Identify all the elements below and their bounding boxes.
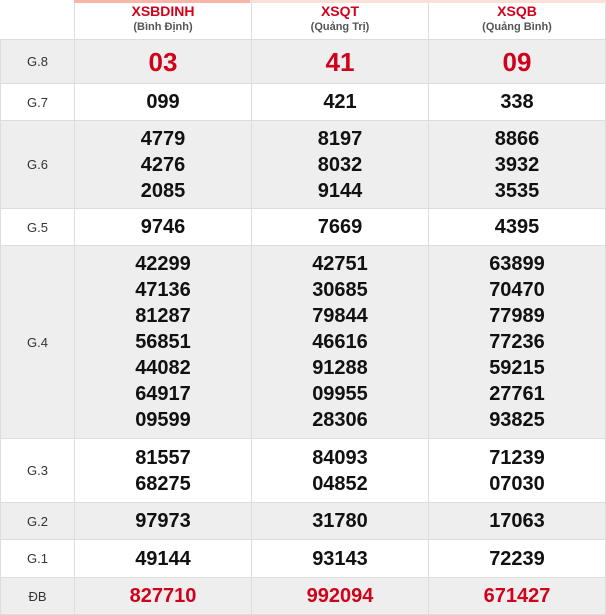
result-number: 4395 xyxy=(494,216,540,238)
province-link-qb[interactable]: XSQB xyxy=(497,3,537,19)
result-cell-bdinh xyxy=(75,209,252,246)
result-number: 4779 xyxy=(140,127,186,150)
result-number: 30685 xyxy=(312,279,368,301)
result-number: 84093 xyxy=(312,446,368,469)
province-header-row xyxy=(1,1,606,40)
result-number: 827710 xyxy=(129,585,197,607)
result-number: 338 xyxy=(500,91,534,113)
result-cell-qt xyxy=(252,540,429,578)
result-cell-qb xyxy=(429,578,606,615)
result-cell-qt xyxy=(252,439,429,503)
result-number: 91288 xyxy=(312,357,368,379)
result-number: 93143 xyxy=(312,547,368,570)
result-number: 44082 xyxy=(135,357,191,379)
result-number: 09599 xyxy=(135,409,191,431)
result-number: 04852 xyxy=(312,472,368,495)
result-cell-bdinh xyxy=(75,246,252,439)
results-body xyxy=(1,40,606,615)
result-number: 49144 xyxy=(135,547,191,570)
province-name-qt: (Quảng Trị) xyxy=(310,21,370,33)
result-number: 31780 xyxy=(312,510,368,532)
result-cell-qb xyxy=(429,503,606,540)
result-number: 77989 xyxy=(489,305,545,327)
province-name-bdinh: (Bình Định) xyxy=(133,21,193,33)
result-number: 9144 xyxy=(317,179,363,202)
result-cell-qt xyxy=(252,40,429,84)
prize-row xyxy=(1,246,606,439)
prize-label: G.4 xyxy=(1,246,75,439)
result-number: 4276 xyxy=(140,153,186,176)
prize-row xyxy=(1,503,606,540)
result-cell-bdinh xyxy=(75,578,252,615)
result-number: 7669 xyxy=(317,216,363,238)
prize-row xyxy=(1,540,606,578)
result-number: 27761 xyxy=(489,383,545,405)
result-cell-bdinh xyxy=(75,503,252,540)
prize-label: G.5 xyxy=(1,209,75,246)
result-number: 97973 xyxy=(135,510,191,532)
result-cell-bdinh xyxy=(75,40,252,84)
result-number: 17063 xyxy=(489,510,545,532)
prize-label: G.1 xyxy=(1,540,75,578)
province-header-bdinh xyxy=(75,1,252,40)
prize-row xyxy=(1,578,606,615)
header-accent-bar xyxy=(0,0,606,3)
result-number: 81287 xyxy=(135,305,191,327)
result-cell-bdinh xyxy=(75,439,252,503)
prize-row xyxy=(1,84,606,121)
province-link-bdinh[interactable]: XSBDINH xyxy=(131,3,195,19)
result-number: 42751 xyxy=(312,253,368,275)
province-name-qb: (Quảng Bình) xyxy=(482,21,552,33)
result-number: 71239 xyxy=(489,446,545,469)
result-cell-qt xyxy=(252,121,429,209)
result-number: 79844 xyxy=(312,305,368,327)
result-number: 59215 xyxy=(489,357,545,379)
result-cell-qb xyxy=(429,540,606,578)
result-number: 64917 xyxy=(135,383,191,405)
result-cell-bdinh xyxy=(75,121,252,209)
result-cell-qb xyxy=(429,121,606,209)
result-number: 09955 xyxy=(312,383,368,405)
result-number: 77236 xyxy=(489,331,545,353)
result-number: 9746 xyxy=(140,216,186,238)
result-cell-qb xyxy=(429,439,606,503)
prize-row xyxy=(1,40,606,84)
prize-row xyxy=(1,209,606,246)
result-number: 72239 xyxy=(489,547,545,570)
province-link-qt[interactable]: XSQT xyxy=(320,3,360,19)
result-number: 2085 xyxy=(140,179,186,202)
result-number: 8866 xyxy=(494,127,540,150)
prize-label: G.8 xyxy=(1,40,75,84)
prize-label: G.3 xyxy=(1,439,75,503)
result-number: 81557 xyxy=(135,446,191,469)
result-number: 41 xyxy=(325,46,355,77)
result-number: 70470 xyxy=(489,279,545,301)
result-number: 09 xyxy=(502,46,532,77)
result-cell-qb xyxy=(429,246,606,439)
result-number: 07030 xyxy=(489,472,545,495)
result-cell-qt xyxy=(252,578,429,615)
result-number: 03 xyxy=(148,46,178,77)
province-header-qb xyxy=(429,1,606,40)
result-number: 3535 xyxy=(494,179,540,202)
result-number: 28306 xyxy=(312,409,368,431)
result-cell-qt xyxy=(252,209,429,246)
header-corner-cell xyxy=(1,1,75,40)
result-number: 42299 xyxy=(135,253,191,275)
result-number: 56851 xyxy=(135,331,191,353)
prize-row xyxy=(1,439,606,503)
result-number: 992094 xyxy=(306,585,374,607)
result-number: 8197 xyxy=(317,127,363,150)
result-cell-bdinh xyxy=(75,540,252,578)
result-number: 671427 xyxy=(483,585,551,607)
result-number: 47136 xyxy=(135,279,191,301)
prize-label: G.2 xyxy=(1,503,75,540)
result-number: 421 xyxy=(323,91,357,113)
result-number: 68275 xyxy=(135,472,191,495)
result-number: 3932 xyxy=(494,153,540,176)
result-cell-qb xyxy=(429,209,606,246)
prize-label: G.7 xyxy=(1,84,75,121)
result-cell-qb xyxy=(429,84,606,121)
result-number: 46616 xyxy=(312,331,368,353)
result-number: 8032 xyxy=(317,153,363,176)
result-cell-qt xyxy=(252,246,429,439)
result-cell-qt xyxy=(252,503,429,540)
result-cell-bdinh xyxy=(75,84,252,121)
result-number: 099 xyxy=(146,91,180,113)
result-cell-qt xyxy=(252,84,429,121)
result-cell-qb xyxy=(429,40,606,84)
prize-label: G.6 xyxy=(1,121,75,209)
result-number: 93825 xyxy=(489,409,545,431)
result-number: 63899 xyxy=(489,253,545,275)
province-header-qt xyxy=(252,1,429,40)
prize-label: ĐB xyxy=(1,578,75,615)
prize-row xyxy=(1,121,606,209)
